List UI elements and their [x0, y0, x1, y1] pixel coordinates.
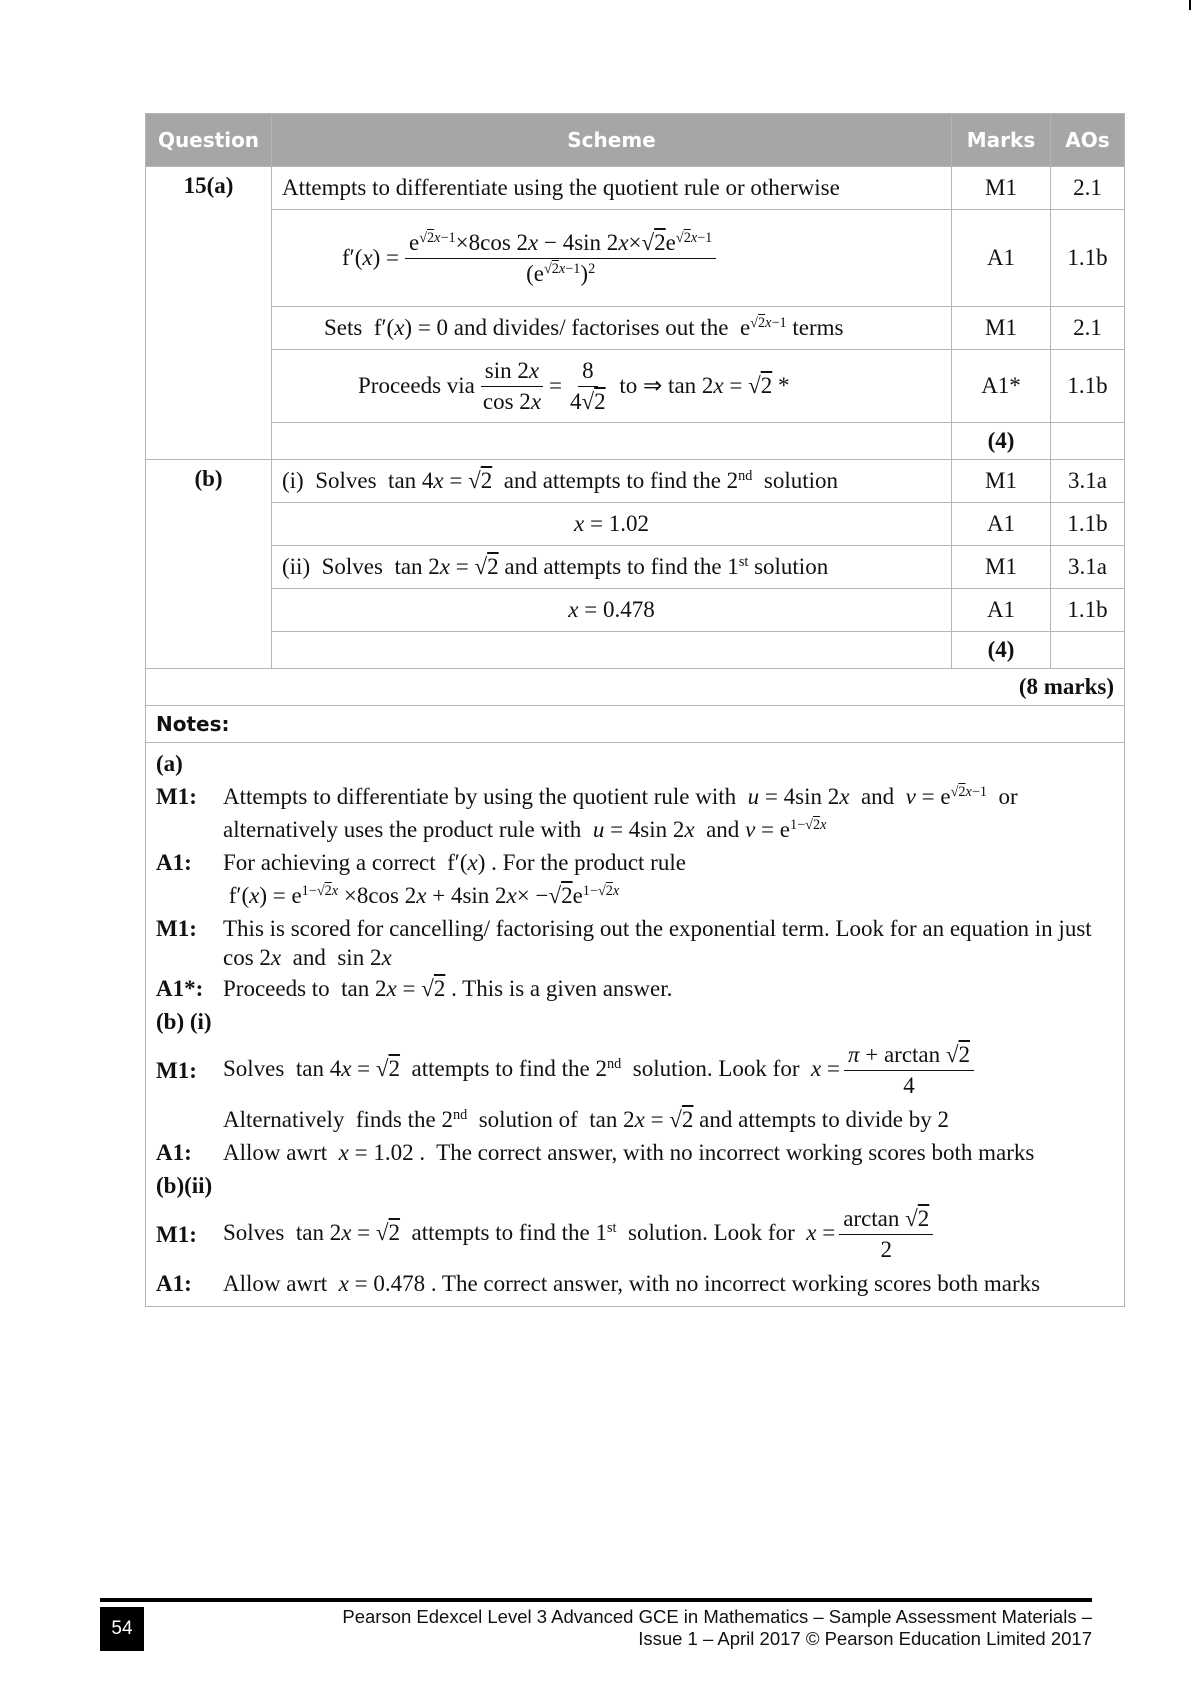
footer-rule: [100, 1598, 1092, 1602]
aos-cell-empty: [1051, 423, 1125, 460]
note-label: A1:: [156, 1271, 192, 1296]
notes-header-row: [146, 706, 1125, 743]
table-row: [146, 210, 1125, 307]
header-marks: Marks: [952, 114, 1051, 167]
note-label: A1:: [156, 850, 192, 875]
header-aos: AOs: [1051, 114, 1125, 167]
table-row: [146, 460, 1125, 503]
note-text: Alternatively finds the 2nd solution of tan 2x = √2 and attempts to divide by 2: [223, 1107, 949, 1132]
marks-cell: M1: [952, 460, 1051, 503]
aos-cell: 2.1: [1051, 307, 1125, 350]
marks-cell: M1: [952, 546, 1051, 589]
subtotal-cell: (4): [952, 423, 1051, 460]
marks-cell: A1*: [952, 350, 1051, 423]
note-text: Allow awrt x = 0.478 . The correct answer, with no incorrect working scores both marks: [223, 1271, 1041, 1296]
footer-text: [272, 1606, 1092, 1650]
aos-cell: 1.1b: [1051, 350, 1125, 423]
scheme-math-text: x = 0.478: [568, 597, 655, 622]
table-row: [146, 167, 1125, 210]
notes-title: Notes:: [146, 706, 1125, 743]
page-number: 54: [100, 1607, 144, 1651]
note-item: [156, 1267, 1114, 1300]
note-text: Solves tan 2x = √2 attempts to find the 1st solution. Look for x = $\frac{\arctan √2}{2}$: [223, 1206, 1114, 1263]
mark-scheme-table: [145, 113, 1125, 1307]
aos-cell-empty: [1051, 632, 1125, 669]
scheme-math-text: Proceeds via $\frac{\sin 2x}{\cos 2x}$ = $\frac{8}{4√2}$ to ⇒ tan 2x = √2 *: [358, 357, 790, 414]
note-label: M1:: [156, 1222, 197, 1247]
footer-line-1: Pearson Edexcel Level 3 Advanced GCE in Mathematics – Sample Assessment Materials –: [342, 1606, 1092, 1627]
note-item: [156, 972, 1114, 1005]
scheme-math-text: (ii) Solves tan 2x = √2 and attempts to find the 1st solution: [282, 554, 829, 579]
scheme-cell-empty: [272, 423, 952, 460]
table-row: [146, 423, 1125, 460]
note-item: [156, 1206, 1114, 1263]
notes-body: [146, 743, 1125, 1307]
note-label: M1:: [156, 1058, 197, 1083]
scheme-cell: [272, 589, 952, 632]
scheme-cell: [272, 307, 952, 350]
scheme-cell: Attempts to differentiate using the quotient rule or otherwise: [272, 167, 952, 210]
note-text: Allow awrt x = 1.02 . The correct answer, with no incorrect working scores both marks: [223, 1140, 1035, 1165]
note-label: M1:: [156, 784, 197, 809]
table-row: [146, 307, 1125, 350]
aos-cell: 1.1b: [1051, 503, 1125, 546]
notes-section-heading: (b)(ii): [156, 1173, 213, 1198]
table-row: [146, 632, 1125, 669]
derivative-expression: f′(x) = $\frac{e^{√2x-1}\times 8\cos 2x - 4\sin 2x\times√2e^{√2x-1}}{(e^{√2x-1})^2}$: [342, 230, 941, 287]
marks-cell: A1: [952, 589, 1051, 632]
note-text: Proceeds to tan 2x = √2 . This is a given answer.: [223, 976, 673, 1001]
notes-section-heading: (a): [156, 751, 183, 776]
scheme-cell: [272, 546, 952, 589]
scheme-cell: [272, 460, 952, 503]
question-label: (b): [146, 460, 272, 669]
scheme-cell: [272, 350, 952, 423]
question-label: 15(a): [146, 167, 272, 460]
total-marks: (8 marks): [146, 669, 1125, 706]
table-row: [146, 350, 1125, 423]
note-item: [156, 846, 1114, 912]
note-item: [156, 1103, 1114, 1136]
marks-cell: A1: [952, 210, 1051, 307]
note-item: [156, 780, 1114, 846]
note-label: M1:: [156, 916, 197, 941]
table-row: [146, 589, 1125, 632]
table-row: [146, 546, 1125, 589]
footer-line-2: Issue 1 – April 2017 © Pearson Education Limited 2017: [638, 1628, 1092, 1649]
note-text: For achieving a correct f′(x) . For the product rule $f'(x) = e^{1-√2x} \times 8\cos$ 2x + 4sin $2x\times -√2e^{1-√2x}$: [223, 850, 686, 908]
scheme-math-text: x = 1.02: [574, 511, 649, 536]
scheme-math-text: Sets f′(x) = 0 and divides/ factorises out the $e^{√2x-1}$ terms: [324, 315, 844, 340]
header-scheme: Scheme: [272, 114, 952, 167]
header-question: Question: [146, 114, 272, 167]
total-row: [146, 669, 1125, 706]
note-text: This is scored for cancelling/ factorising out the exponential term. Look for an equation in just cos 2x and sin 2x: [223, 916, 1098, 970]
note-label: A1:: [156, 1140, 192, 1165]
scheme-cell: [272, 503, 952, 546]
notes-row: [146, 743, 1125, 1307]
note-label: A1*:: [156, 976, 204, 1001]
marks-cell: A1: [952, 503, 1051, 546]
marks-cell: M1: [952, 167, 1051, 210]
note-item: [156, 1042, 1114, 1099]
scheme-cell-empty: [272, 632, 952, 669]
aos-cell: 1.1b: [1051, 210, 1125, 307]
note-text: Solves tan 4x = √2 attempts to find the 2nd solution. Look for x = $\frac{\pi + \arctan √2}{4}$: [223, 1042, 1114, 1099]
note-item: [156, 1136, 1114, 1169]
header-row: [146, 114, 1125, 167]
scheme-math-text: (i) Solves tan 4x = √2 and attempts to find the 2nd solution: [282, 468, 839, 493]
table-row: [146, 503, 1125, 546]
scheme-cell: [272, 210, 952, 307]
marks-cell: M1: [952, 307, 1051, 350]
note-text: Attempts to differentiate by using the quotient rule with u = 4sin 2x and $v = e^{√2x-1}$ or alternatively uses the product rule with u = 4sin 2x and $v = e^{1-√2x}$: [223, 784, 1018, 842]
note-item: [156, 912, 1114, 972]
subtotal-cell: (4): [952, 632, 1051, 669]
aos-cell: 3.1a: [1051, 460, 1125, 503]
aos-cell: 1.1b: [1051, 589, 1125, 632]
notes-section-heading: (b) (i): [156, 1009, 212, 1034]
aos-cell: 2.1: [1051, 167, 1125, 210]
aos-cell: 3.1a: [1051, 546, 1125, 589]
